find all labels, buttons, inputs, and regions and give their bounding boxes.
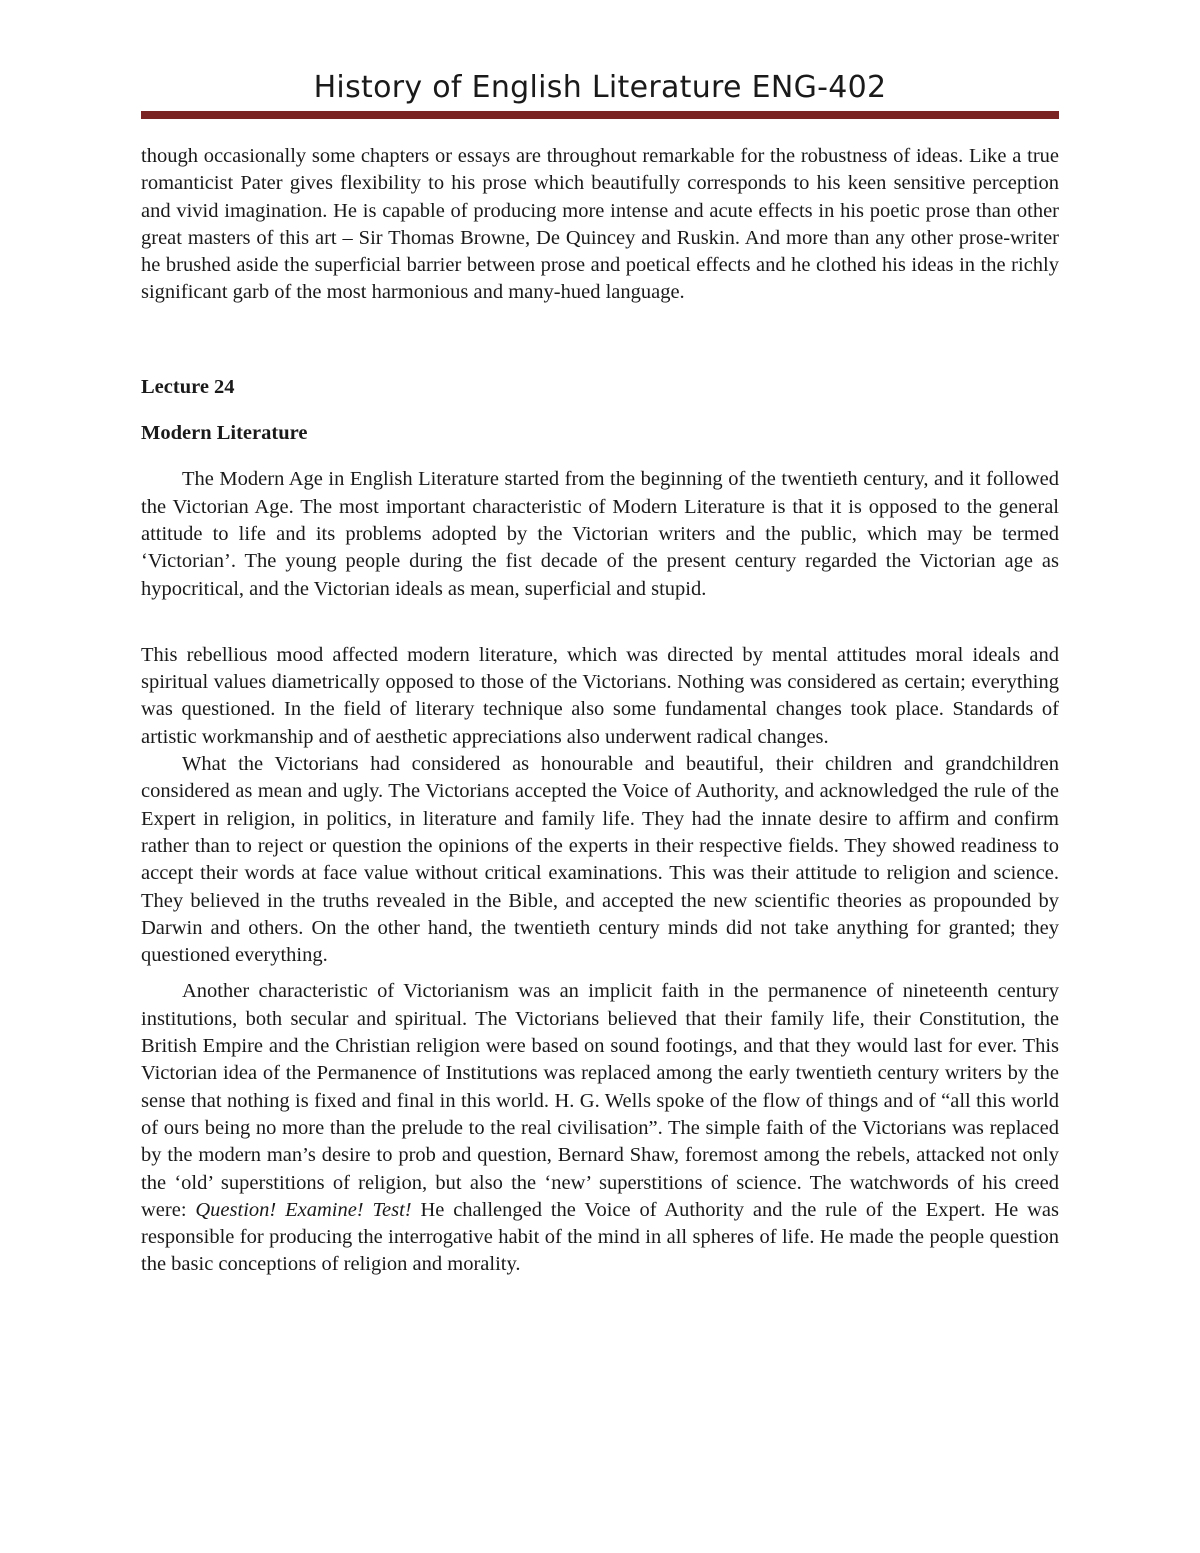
spacer bbox=[141, 401, 1059, 420]
lecture-heading: Lecture 24 bbox=[141, 375, 235, 398]
body-paragraph-3: What the Victorians had considered as honourable and beautiful, their children and grandchildren considered as mean and ugly. The Victorians accepted the Voice of Authority, and acknowledged the rule of the Expert in religion, in politics, in literature and family life. They had the innate desire to affirm and confirm rather than to reject or question the opinions of the experts in their respective fields. They showed readiness to accept their words at face value without critical examinations. This was their attitude to religion and science. They believed in the truths revealed in the Bible, and accepted the new scientific theories as propounded by Darwin and others. On the other hand, the twentieth century minds did not take anything for granted; they questioned everything. bbox=[141, 753, 1059, 967]
body-paragraph-4 bbox=[141, 978, 1059, 1278]
body-paragraph-2: This rebellious mood affected modern literature, which was directed by mental attitudes moral ideals and spiritual values diametrically opposed to those of the Victorians. Nothing was considered as certain; everything was questioned. In the field of literary technique also some fundamental changes took place. Standards of artistic workmanship and of aesthetic appreciations also underwent radical changes. bbox=[141, 643, 1059, 748]
spacer bbox=[141, 969, 1059, 978]
watchwords-emphasis: Question! Examine! Test! bbox=[195, 1198, 412, 1221]
page-content bbox=[141, 143, 1059, 1279]
paragraph-4-text-b: He challenged the Voice of Authority and the rule of the Expert. He was responsible for producing the interrogative habit of the mind in all spheres of life. He made the people question the basic conceptions of religion and morality. bbox=[141, 1198, 1059, 1276]
body-paragraph-1: The Modern Age in English Literature started from the beginning of the twentieth century, and it followed the Victorian Age. The most important characteristic of Modern Literature is that it is opposed to the general attitude to life and its problems adopted by the Victorian writers and the public, which may be termed ‘Victorian’. The young people during the fist decade of the present century regarded the Victorian age as hypocritical, and the Victorian ideals as mean, superficial and stupid. bbox=[141, 468, 1059, 600]
continuation-paragraph: though occasionally some chapters or essays are throughout remarkable for the robustness of ideas. Like a true romanticist Pater gives flexibility to his prose which beautifully corresponds to his keen sensitive perception and vivid imagination. He is capable of producing more intense and acute effects in his poetic prose than other great masters of this art – Sir Thomas Browne, De Quincey and Ruskin. And more than any other prose-writer he brushed aside the superficial barrier between prose and poetical effects and he clothed his ideas in the richly significant garb of the most harmonious and many-hued language. bbox=[141, 145, 1059, 304]
spacer bbox=[141, 307, 1059, 374]
section-heading: Modern Literature bbox=[141, 422, 308, 445]
paragraph-4-text-a: Another characteristic of Victorianism was an implicit faith in the permanence of nineteenth century institutions, both secular and spiritual. The Victorians believed that their family life, their Constitution, the British Empire and the Christian religion were based on sound footings, and that they would last for ever. This Victorian idea of the Permanence of Institutions was replaced among the early twentieth century writers by the sense that nothing is fixed and final in this world. H. G. Wells spoke of the flow of things and of “all this world of ours being no more than the prelude to the real civilisation”. The simple faith of the Victorians was replaced by the modern man’s desire to prob and question, Bernard Shaw, foremost among the rebels, attacked not only the ‘old’ superstitions of religion, but also the ‘new’ superstitions of science. The watchwords of his creed were: bbox=[141, 980, 1059, 1221]
spacer bbox=[141, 447, 1059, 466]
spacer bbox=[141, 603, 1059, 642]
header-divider bbox=[141, 111, 1059, 119]
page-header-title: History of English Literature ENG-402 bbox=[313, 70, 887, 105]
